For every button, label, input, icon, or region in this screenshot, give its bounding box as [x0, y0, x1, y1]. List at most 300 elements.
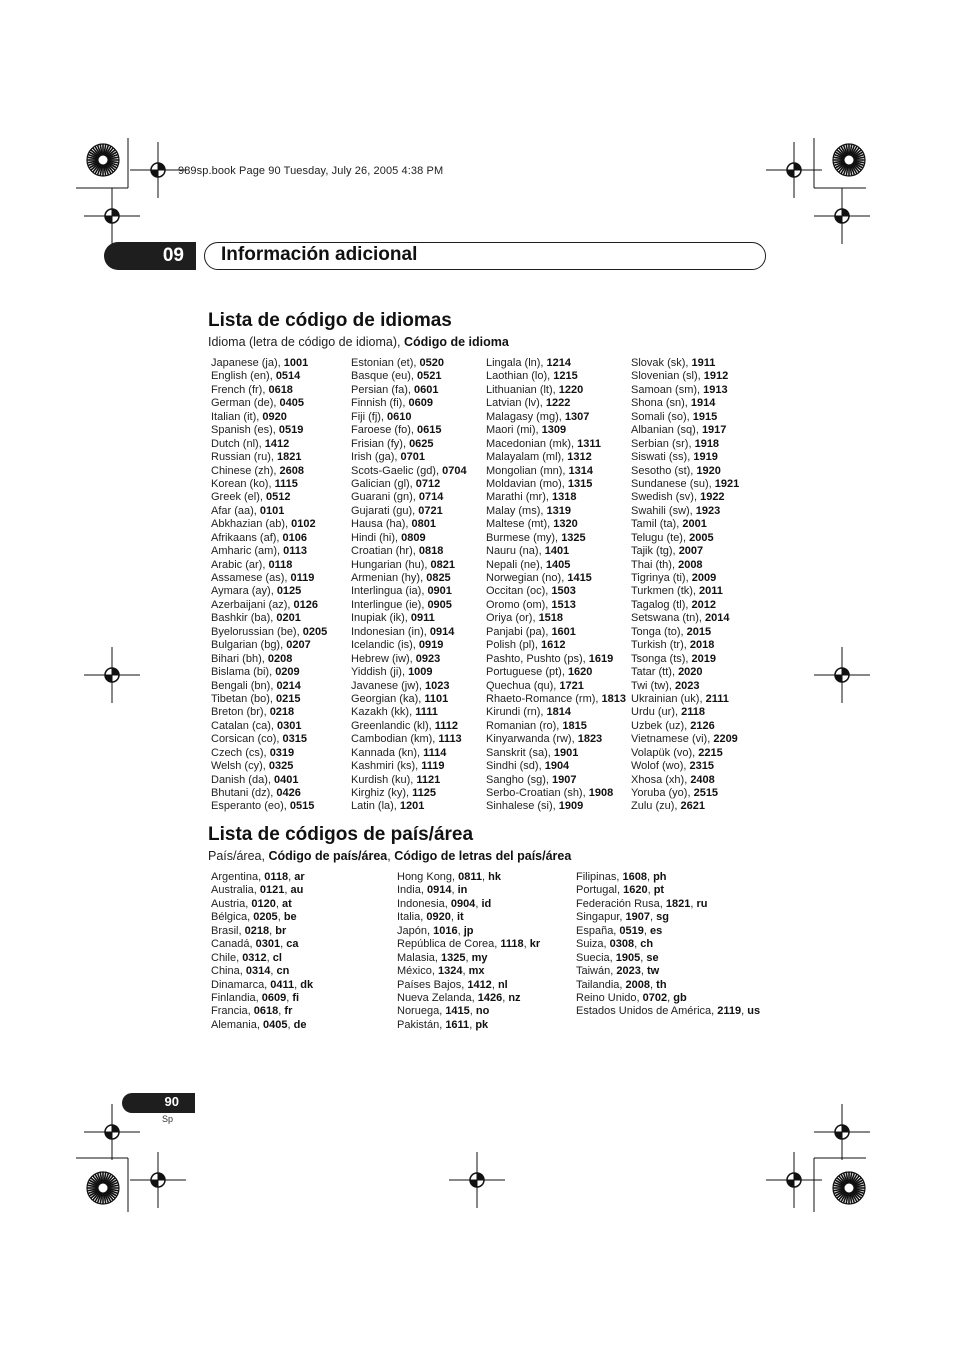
entry-code: 1619 — [588, 652, 614, 665]
list-item — [486, 478, 626, 491]
entry-name: China, — [211, 965, 246, 978]
entry-code: 0426 — [276, 787, 301, 799]
entry-name: Sangho (sg), — [486, 773, 553, 786]
entry-letters: ru — [696, 897, 708, 910]
entry-code: 0118 — [264, 871, 289, 883]
entry-name: Noruega, — [397, 1005, 446, 1018]
list-item — [486, 653, 626, 666]
list-item — [211, 585, 327, 598]
entry-name: Scots-Gaelic (gd), — [351, 464, 443, 477]
entry-code: 0301 — [255, 938, 281, 951]
entry-name: Hong Kong, — [397, 871, 459, 883]
list-item — [351, 518, 467, 531]
list-item — [351, 370, 467, 383]
entry-code: 0914 — [426, 884, 452, 897]
entry-code: 1112 — [434, 719, 459, 732]
entry-name: Frisian (fy), — [351, 437, 410, 450]
list-item — [211, 706, 327, 719]
entry-name: Japón, — [397, 924, 434, 937]
registration-crosshair-icon — [84, 647, 140, 703]
registration-starburst-icon — [87, 144, 119, 176]
entry-code: 0102 — [291, 518, 316, 531]
entry-name: Greenlandic (kl), — [351, 719, 435, 732]
entry-name: Pakistán, — [397, 1018, 446, 1031]
entry-code: 0325 — [268, 760, 294, 773]
entry-name: Danish (da), — [211, 773, 274, 786]
entry-code: 2209 — [713, 733, 738, 746]
entry-name: Urdu (ur), — [631, 706, 682, 719]
entry-code: 1319 — [546, 504, 571, 517]
list-item — [211, 911, 313, 924]
entry-code: 1911 — [691, 357, 716, 369]
registration-crosshair-icon — [449, 1152, 505, 1208]
entry-name: Finnish (fi), — [351, 397, 409, 410]
list-item — [351, 720, 467, 733]
entry-code: 0712 — [415, 477, 441, 490]
entry-name: Abkhazian (ab), — [211, 518, 292, 531]
entry-name: Dutch (nl), — [211, 437, 265, 450]
language-column-3 — [486, 357, 626, 814]
entry-letters: fr — [284, 1005, 293, 1018]
entry-separator: , — [294, 978, 301, 991]
entry-name: Indonesia, — [397, 897, 451, 910]
entry-code: 0312 — [242, 951, 267, 964]
subheading-bold: Código de idioma — [403, 335, 509, 349]
entry-name: Taiwán, — [576, 965, 617, 978]
list-item — [631, 491, 739, 504]
entry-code: 0809 — [401, 531, 426, 544]
subheading-plain: País/área, — [208, 849, 269, 863]
entry-letters: no — [475, 1005, 490, 1018]
list-item — [486, 357, 626, 370]
registration-crosshair-icon — [814, 188, 870, 244]
entry-code: 0618 — [268, 383, 293, 396]
list-item — [351, 491, 467, 504]
entry-name: Oromo (om), — [486, 598, 552, 611]
entry-code: 1314 — [568, 464, 594, 477]
entry-name: Federación Rusa, — [576, 897, 666, 910]
entry-code: 0120 — [251, 897, 276, 910]
entry-letters: br — [275, 924, 287, 937]
entry-name: Cambodian (km), — [351, 733, 439, 746]
list-item — [351, 760, 467, 773]
entry-name: Icelandic (is), — [351, 639, 419, 652]
entry-code: 2315 — [689, 760, 714, 773]
entry-name: Faroese (fo), — [351, 424, 418, 437]
entry-code: 2011 — [699, 585, 723, 598]
entry-separator: , — [450, 911, 457, 924]
entry-code: 1905 — [615, 951, 641, 964]
entry-code: 1813 — [601, 692, 627, 705]
entry-code: 0126 — [293, 598, 319, 611]
list-item — [211, 720, 327, 733]
list-item — [631, 693, 739, 706]
list-item — [486, 733, 626, 746]
entry-name: Austria, — [211, 897, 252, 910]
list-item — [351, 612, 467, 625]
page-language: Sp — [162, 1114, 174, 1124]
list-item — [397, 925, 540, 938]
list-item — [211, 898, 313, 911]
entry-code: 0609 — [261, 991, 287, 1004]
entry-letters: at — [281, 897, 292, 910]
entry-name: Persian (fa), — [351, 383, 414, 396]
entry-code: 2119 — [717, 1005, 742, 1018]
entry-code: 0101 — [259, 504, 285, 517]
entry-separator: , — [469, 1018, 476, 1031]
entry-name: Assamese (as), — [211, 572, 291, 584]
entry-code: 0218 — [269, 706, 295, 719]
list-item — [631, 465, 739, 478]
list-item — [486, 720, 626, 733]
entry-code: 1920 — [696, 464, 721, 477]
country-column-1 — [211, 871, 313, 1032]
entry-name: Bulgarian (bg), — [211, 639, 287, 652]
entry-code: 0901 — [427, 585, 452, 598]
entry-name: Kazakh (kk), — [351, 706, 416, 719]
entry-code: 1113 — [438, 733, 462, 746]
list-item — [631, 532, 739, 545]
entry-name: Indonesian (in), — [351, 625, 430, 638]
entry-letters: my — [471, 951, 488, 964]
entry-separator: , — [287, 1018, 294, 1031]
entry-name: Hausa (ha), — [351, 518, 412, 531]
page-number-badge — [122, 1093, 195, 1113]
list-item — [351, 478, 467, 491]
list-item — [486, 800, 626, 813]
entry-code: 0801 — [411, 518, 437, 531]
entry-code: 0301 — [277, 719, 302, 732]
list-item — [631, 612, 739, 625]
entry-name: Samoan (sm), — [631, 383, 704, 396]
list-item — [576, 925, 760, 938]
entry-separator: , — [741, 1005, 748, 1018]
list-item — [351, 706, 467, 719]
list-item — [631, 585, 739, 598]
entry-name: Thai (th), — [631, 558, 679, 571]
entry-code: 1320 — [553, 518, 578, 531]
entry-letters: mx — [468, 965, 485, 978]
list-item — [631, 706, 739, 719]
entry-name: English (en), — [211, 370, 276, 383]
list-item — [351, 787, 467, 800]
list-item — [351, 693, 467, 706]
list-item — [351, 747, 467, 760]
list-item — [211, 666, 327, 679]
entry-name: Fiji (fj), — [351, 410, 388, 423]
entry-code: 0319 — [269, 746, 295, 759]
list-item — [397, 979, 540, 992]
entry-code: 1222 — [545, 397, 571, 410]
language-codes-title: Lista de código de idiomas — [208, 310, 452, 331]
entry-letters: it — [456, 911, 464, 924]
list-item — [631, 760, 739, 773]
entry-code: 1912 — [703, 370, 729, 383]
entry-name: Swahili (sw), — [631, 504, 696, 517]
list-item — [397, 911, 540, 924]
entry-code: 0205 — [253, 911, 278, 924]
list-item — [486, 747, 626, 760]
entry-code: 1401 — [544, 545, 570, 558]
entry-code: 0618 — [253, 1005, 279, 1018]
entry-name: Sindhi (sd), — [486, 760, 545, 773]
entry-code: 0920 — [426, 911, 451, 924]
entry-code: 1016 — [433, 924, 458, 937]
entry-name: Kashmiri (ks), — [351, 760, 422, 773]
entry-code: 1503 — [551, 585, 576, 598]
subheading-bold-code: Código de país/área — [268, 849, 388, 863]
entry-name: Guarani (gn), — [351, 491, 419, 504]
entry-name: Dinamarca, — [211, 978, 271, 991]
list-item — [631, 411, 739, 424]
entry-name: Afrikaans (af), — [211, 531, 283, 544]
entry-letters: us — [747, 1005, 761, 1018]
entry-code: 1101 — [424, 692, 449, 705]
entry-name: Lithuanian (lt), — [486, 383, 559, 396]
entry-name: Setswana (tn), — [631, 612, 705, 625]
book-info-line: 989sp.book Page 90 Tuesday, July 26, 2005 4:38 PM — [178, 165, 444, 177]
entry-name: Rhaeto-Romance (rm), — [486, 692, 602, 705]
entry-name: Occitan (oc), — [486, 585, 552, 598]
entry-name: Portugal, — [576, 884, 624, 897]
entry-code: 1201 — [399, 800, 425, 813]
list-item — [211, 992, 313, 1005]
entry-code: 1620 — [567, 666, 593, 679]
registration-crosshair-icon — [814, 647, 870, 703]
entry-name: Panjabi (pa), — [486, 625, 552, 638]
entry-code: 2023 — [675, 679, 700, 692]
list-item — [397, 871, 540, 884]
entry-letters: ar — [294, 871, 305, 883]
entry-separator: , — [451, 884, 458, 897]
entry-code: 1823 — [577, 733, 603, 746]
entry-name: Brasil, — [211, 924, 245, 937]
entry-code: 2023 — [616, 965, 641, 978]
list-item — [351, 572, 467, 585]
entry-separator: , — [266, 951, 273, 964]
list-item — [576, 1005, 760, 1018]
entry-name: Telugu (te), — [631, 531, 690, 544]
entry-name: Kinyarwanda (rw), — [486, 733, 578, 746]
entry-name: Gujarati (gu), — [351, 504, 419, 517]
entry-name: Filipinas, — [576, 871, 623, 883]
entry-code: 2014 — [704, 612, 730, 625]
list-item — [211, 559, 327, 572]
entry-name: French (fr), — [211, 383, 269, 396]
entry-name: Azerbaijani (az), — [211, 598, 294, 611]
entry-code: 0904 — [450, 897, 476, 910]
country-codes-title: Lista de códigos de país/área — [208, 824, 474, 845]
list-item — [486, 465, 626, 478]
entry-code: 2118 — [681, 706, 705, 719]
entry-code: 1309 — [541, 424, 567, 437]
subheading-plain: Idioma (letra de código de idioma), — [208, 335, 404, 349]
entry-code: 1518 — [538, 612, 564, 625]
entry-name: Tagalog (tl), — [631, 598, 692, 611]
entry-code: 2215 — [698, 746, 723, 759]
entry-code: 1907 — [552, 773, 577, 786]
entry-code: 0515 — [289, 800, 315, 813]
entry-name: Turkish (tr), — [631, 639, 690, 652]
list-item — [631, 438, 739, 451]
page-number: 90 — [164, 1094, 179, 1109]
entry-code: 1412 — [467, 978, 492, 991]
entry-name: Romanian (ro), — [486, 719, 563, 732]
entry-code: 0315 — [282, 733, 308, 746]
entry-code: 0701 — [400, 451, 425, 464]
entry-name: Estados Unidos de América, — [576, 1005, 718, 1018]
entry-code: 1114 — [423, 746, 447, 759]
entry-name: Shona (sn), — [631, 397, 691, 410]
entry-code: 2012 — [691, 598, 717, 611]
entry-name: Norwegian (no), — [486, 572, 568, 584]
entry-name: Bihari (bh), — [211, 652, 268, 665]
list-item — [631, 505, 739, 518]
entry-name: Finlandia, — [211, 991, 262, 1004]
entry-code: 1814 — [546, 706, 572, 719]
entry-code: 1315 — [567, 477, 593, 490]
entry-code: 2015 — [686, 625, 712, 638]
entry-code: 0520 — [419, 357, 444, 369]
entry-letters: cn — [276, 965, 290, 978]
list-item — [351, 545, 467, 558]
list-item — [211, 952, 313, 965]
list-item — [576, 992, 760, 1005]
entry-name: Estonian (et), — [351, 357, 420, 369]
entry-name: Bislama (bi), — [211, 666, 276, 679]
list-item — [631, 680, 739, 693]
entry-code: 0914 — [429, 625, 455, 638]
entry-name: Australia, — [211, 884, 260, 897]
entry-separator: , — [462, 965, 469, 978]
entry-code: 2408 — [690, 773, 715, 786]
entry-separator: , — [277, 911, 284, 924]
list-item — [211, 639, 327, 652]
entry-code: 1307 — [564, 410, 590, 423]
list-item — [211, 938, 313, 951]
entry-code: 1324 — [437, 965, 463, 978]
entry-code: 1023 — [424, 679, 450, 692]
entry-code: 2001 — [682, 518, 707, 531]
list-item — [397, 884, 540, 897]
entry-separator: , — [634, 938, 641, 951]
entry-name: Kannada (kn), — [351, 746, 424, 759]
registration-starburst-icon — [833, 144, 865, 176]
entry-separator: , — [286, 991, 293, 1004]
entry-code: 1118 — [500, 938, 524, 951]
entry-name: Aymara (ay), — [211, 585, 277, 598]
entry-code: 1412 — [264, 437, 290, 450]
list-item — [576, 952, 760, 965]
registration-crosshair-icon — [130, 1152, 186, 1208]
entry-code: 1119 — [421, 760, 445, 773]
list-item — [211, 545, 327, 558]
list-item — [211, 478, 327, 491]
list-item — [486, 774, 626, 787]
entry-separator: , — [475, 897, 482, 910]
entry-name: Serbian (sr), — [631, 437, 695, 450]
entry-code: 0911 — [410, 612, 435, 625]
list-item — [486, 706, 626, 719]
list-item — [211, 411, 327, 424]
entry-name: Wolof (wo), — [631, 760, 690, 773]
list-item — [397, 898, 540, 911]
entry-name: Spanish (es), — [211, 424, 279, 437]
entry-code: 1426 — [477, 991, 503, 1004]
entry-name: Portuguese (pt), — [486, 666, 568, 679]
entry-name: Bengali (bn), — [211, 679, 277, 692]
entry-letters: pk — [475, 1018, 489, 1031]
entry-code: 1415 — [567, 572, 592, 584]
entry-name: Laothian (lo), — [486, 370, 554, 383]
entry-code: 0825 — [426, 572, 451, 584]
entry-name: Bélgica, — [211, 911, 254, 924]
list-item — [211, 612, 327, 625]
entry-code: 2009 — [691, 572, 717, 584]
entry-code: 1325 — [441, 951, 466, 964]
entry-name: Nueva Zelanda, — [397, 991, 478, 1004]
entry-name: Galician (gl), — [351, 477, 416, 490]
list-item — [631, 720, 739, 733]
list-item — [631, 774, 739, 787]
entry-code: 1513 — [551, 598, 576, 611]
list-item — [211, 397, 327, 410]
entry-code: 1721 — [559, 679, 584, 692]
entry-code: 0218 — [244, 924, 270, 937]
entry-code: 1921 — [714, 477, 740, 490]
entry-code: 2019 — [691, 652, 717, 665]
list-item — [351, 774, 467, 787]
entry-separator: , — [523, 938, 530, 951]
list-item — [211, 465, 327, 478]
list-item — [211, 733, 327, 746]
chapter-title: Información adicional — [221, 244, 418, 265]
entry-name: Hindi (hi), — [351, 531, 402, 544]
entry-name: Ukrainian (uk), — [631, 692, 706, 705]
list-item — [211, 884, 313, 897]
entry-name: Italia, — [397, 911, 427, 924]
list-item — [211, 925, 313, 938]
list-item — [211, 747, 327, 760]
list-item — [211, 424, 327, 437]
list-item — [631, 357, 739, 370]
entry-code: 0209 — [275, 666, 300, 679]
entry-name: Interlingua (ia), — [351, 585, 428, 598]
list-item — [486, 370, 626, 383]
entry-name: Marathi (mr), — [486, 491, 552, 504]
list-item — [486, 585, 626, 598]
list-item — [486, 438, 626, 451]
entry-code: 1325 — [561, 531, 586, 544]
entry-name: Breton (br), — [211, 706, 270, 719]
entry-name: Malasia, — [397, 951, 442, 964]
entry-name: Irish (ga), — [351, 451, 401, 464]
entry-code: 0514 — [275, 370, 301, 383]
entry-name: Czech (cs), — [211, 746, 270, 759]
entry-separator: , — [491, 978, 498, 991]
entry-letters: au — [290, 884, 304, 897]
list-item — [351, 424, 467, 437]
entry-letters: dk — [300, 978, 314, 991]
entry-name: Francia, — [211, 1005, 254, 1018]
entry-name: Japanese (ja), — [211, 357, 284, 369]
entry-code: 0521 — [417, 370, 442, 383]
list-item — [351, 532, 467, 545]
list-item — [486, 424, 626, 437]
entry-name: Tailandia, — [576, 978, 626, 991]
entry-code: 0405 — [262, 1018, 288, 1031]
list-item — [486, 545, 626, 558]
